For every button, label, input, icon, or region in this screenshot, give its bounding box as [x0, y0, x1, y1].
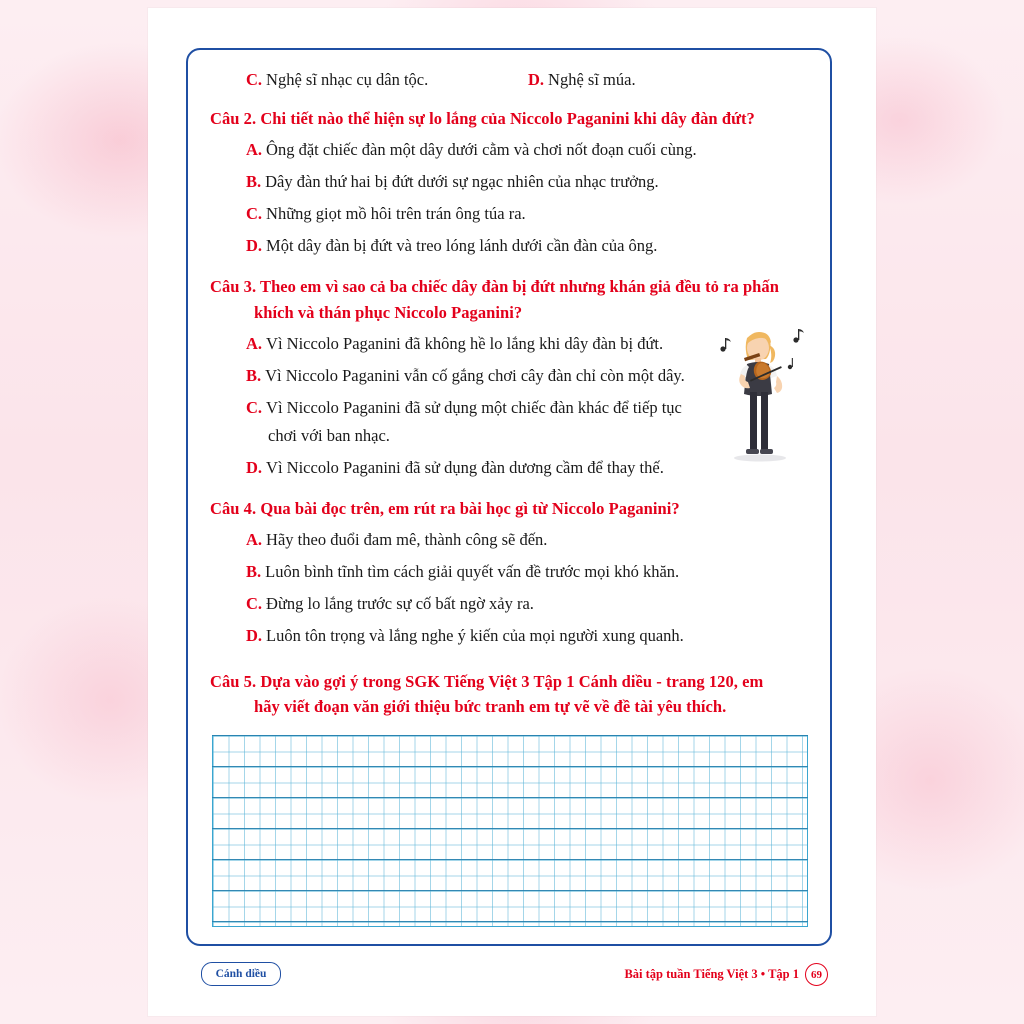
question-2-option-b	[210, 170, 808, 194]
question-5-title-cont: hãy viết đoạn văn giới thiệu bức tranh em tự vẽ về đề tài yêu thích.	[254, 697, 727, 717]
top-options-row	[210, 70, 808, 90]
option-text: Luôn tôn trọng và lắng nghe ý kiến của mọi người xung quanh.	[266, 625, 684, 645]
option-label: C.	[246, 593, 263, 613]
option-text: Những giọt mồ hôi trên trán ông túa ra.	[266, 204, 526, 224]
option-label: B.	[246, 172, 262, 192]
option-label: C.	[246, 70, 263, 89]
option-label: B.	[246, 365, 262, 385]
question-4-option-b	[210, 560, 808, 584]
publisher-badge: Cánh diều	[201, 962, 281, 986]
option-d-top	[528, 70, 636, 90]
question-2-option-a	[210, 138, 808, 162]
page-number: 69	[805, 963, 828, 986]
option-text: Nghệ sĩ múa.	[548, 70, 636, 89]
option-label: A.	[246, 529, 263, 549]
question-2-title: Câu 2. Chi tiết nào thể hiện sự lo lắng của Niccolo Paganini khi dây đàn đứt?	[210, 109, 755, 128]
option-text: Dây đàn thứ hai bị đứt dưới sự ngạc nhiên của nhạc trưởng.	[265, 172, 659, 192]
question-5-title: Câu 5. Dựa vào gợi ý trong SGK Tiếng Việt 3 Tập 1 Cánh diều - trang 120, em	[210, 671, 764, 691]
option-label: D.	[246, 457, 263, 477]
option-text: Vì Niccolo Paganini đã không hề lo lắng khi dây đàn bị đứt.	[266, 333, 664, 353]
option-text: Luôn bình tĩnh tìm cách giải quyết vấn đề trước mọi khó khăn.	[265, 561, 680, 581]
option-text: Hãy theo đuổi đam mê, thành công sẽ đến.	[266, 529, 548, 549]
writing-grid[interactable]	[212, 735, 808, 927]
question-3-option-c-cont: chơi với ban nhạc.	[268, 425, 390, 445]
question-2-option-d	[210, 234, 808, 258]
option-label: A.	[246, 333, 263, 353]
option-text: Một dây đàn bị đứt và treo lóng lánh dưới cần đàn của ông.	[266, 236, 658, 256]
option-text: Đừng lo lắng trước sự cố bất ngờ xảy ra.	[266, 593, 534, 613]
option-label: C.	[246, 397, 263, 417]
option-text: Ông đặt chiếc đàn một dây dưới cằm và chơi nốt đoạn cuối cùng.	[266, 140, 697, 160]
option-text: Vì Niccolo Paganini đã sử dụng một chiếc đàn khác để tiếp tục	[266, 397, 682, 417]
option-label: D.	[528, 70, 545, 89]
option-text: Nghệ sĩ nhạc cụ dân tộc.	[266, 70, 429, 89]
option-label: D.	[246, 625, 263, 645]
question-4-option-a	[210, 528, 808, 552]
violin-player-illustration	[714, 318, 806, 483]
option-text: Vì Niccolo Paganini vẫn cố gắng chơi cây đàn chỉ còn một dây.	[265, 365, 685, 385]
question-3-title: Câu 3. Theo em vì sao cả ba chiếc dây đàn bị đứt nhưng khán giả đều tỏ ra phấn	[210, 277, 779, 297]
option-text: Vì Niccolo Paganini đã sử dụng đàn dương cầm để thay thế.	[266, 457, 664, 477]
series-title: Bài tập tuần Tiếng Việt 3 • Tập 1	[624, 967, 799, 981]
option-label: A.	[246, 140, 263, 160]
question-4-option-c	[210, 592, 808, 616]
question-3-title-cont: khích và thán phục Niccolo Paganini?	[254, 302, 523, 322]
option-label: D.	[246, 236, 263, 256]
question-4-title: Câu 4. Qua bài đọc trên, em rút ra bài học gì từ Niccolo Paganini?	[210, 498, 680, 518]
option-label: B.	[246, 561, 262, 581]
option-c-top	[246, 70, 528, 90]
question-2-option-c	[210, 202, 808, 226]
grid-squares[interactable]	[212, 735, 808, 927]
footer-right	[624, 963, 828, 986]
option-label: C.	[246, 204, 263, 224]
question-4-option-d	[210, 624, 808, 648]
